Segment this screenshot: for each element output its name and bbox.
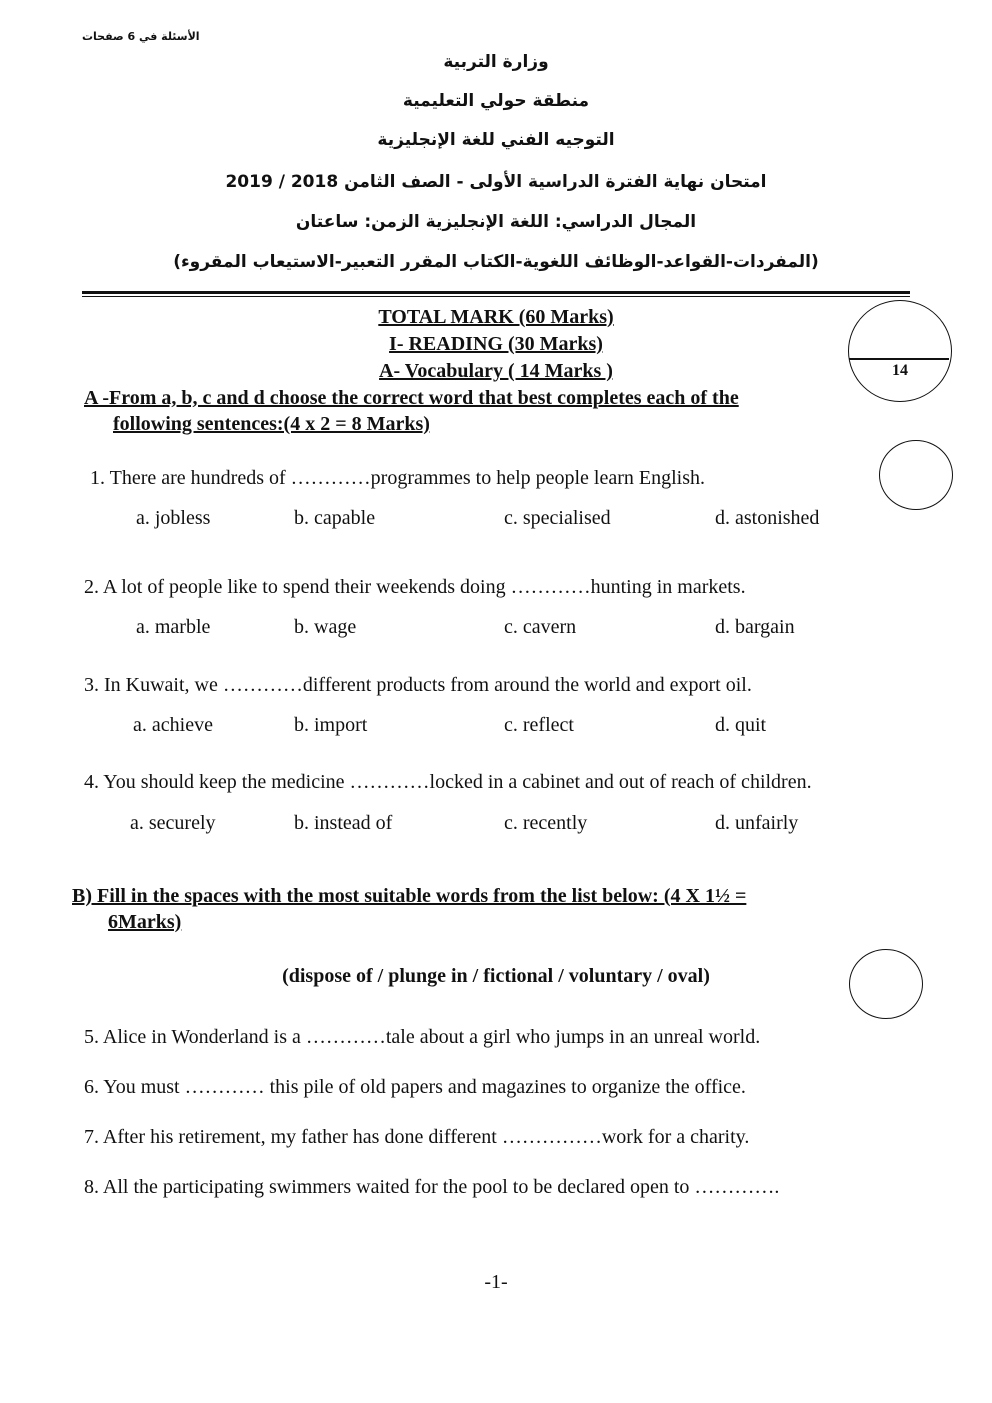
q3-option-d: d. quit	[715, 714, 767, 736]
question-2: 2. A lot of people like to spend their weekends doing …………hunting in markets.	[84, 576, 746, 598]
word-list	[0, 965, 992, 988]
question-6: 6. You must ………… this pile of old papers and magazines to organize the office.	[84, 1076, 746, 1098]
header-divider-thin	[82, 296, 910, 297]
question-3: 3. In Kuwait, we …………different products from around the world and export oil.	[84, 674, 752, 696]
q4-option-b: b. instead of	[294, 812, 393, 834]
part-b-instruction-1: B) Fill in the spaces with the most suitable words from the list below: (4 X 1½ =	[72, 885, 747, 907]
q4-option-d: d. unfairly	[715, 812, 799, 834]
word-list-text: (dispose of / plunge in / fictional / voluntary / oval)	[282, 965, 710, 987]
score-circle-divider	[849, 358, 949, 360]
pages-note: الأسئلة في 6 صفحات	[82, 30, 200, 43]
ministry-line: وزارة التربية	[443, 52, 549, 72]
answer-circle-a	[879, 440, 953, 510]
department-line: التوجيه الفني للغة الإنجليزية	[377, 130, 615, 150]
question-4: 4. You should keep the medicine …………locked in a cabinet and out of reach of children.	[84, 771, 812, 793]
score-circle-value: 14	[892, 362, 908, 379]
q1-option-c: c. specialised	[504, 507, 611, 529]
q2-option-c: c. cavern	[504, 616, 577, 638]
score-circle	[848, 300, 952, 402]
question-5: 5. Alice in Wonderland is a …………tale about a girl who jumps in an unreal world.	[84, 1026, 761, 1048]
q4-option-c: c. recently	[504, 812, 588, 834]
q3-option-c: c. reflect	[504, 714, 574, 736]
q3-option-a: a. achieve	[133, 714, 213, 736]
q2-option-a: a. marble	[136, 616, 211, 638]
q4-option-a: a. securely	[130, 812, 216, 834]
q3-option-b: b. import	[294, 714, 368, 736]
part-b-instruction-2: 6Marks)	[108, 911, 182, 933]
q2-option-b: b. wage	[294, 616, 357, 638]
question-8: 8. All the participating swimmers waited for the pool to be declared open to ………….	[84, 1176, 780, 1198]
question-1: 1. There are hundreds of …………programmes to help people learn English.	[90, 467, 706, 489]
answer-circle-b	[849, 949, 923, 1019]
exam-title-line: امتحان نهاية الفترة الدراسية الأولى - الصف الثامن 2018 / 2019	[225, 172, 767, 192]
reading-heading: I- READING (30 Marks)	[389, 333, 603, 355]
q2-option-d: d. bargain	[715, 616, 795, 638]
vocabulary-heading: A- Vocabulary ( 14 Marks )	[379, 360, 613, 382]
header-divider	[82, 291, 910, 294]
question-7: 7. After his retirement, my father has done different ……………work for a charity.	[84, 1126, 750, 1148]
subject-time-line: المجال الدراسي: اللغة الإنجليزية الزمن: ساعتان	[295, 212, 697, 232]
district-line: منطقة حولي التعليمية	[402, 91, 590, 111]
total-mark-heading: TOTAL MARK (60 Marks)	[378, 306, 614, 328]
q1-option-b: b. capable	[294, 507, 376, 529]
q1-option-d: d. astonished	[715, 507, 820, 529]
part-a-instruction-2: following sentences:(4 x 2 = 8 Marks)	[113, 413, 430, 435]
page-number: -1-	[484, 1271, 508, 1293]
part-a-instruction-1: A -From a, b, c and d choose the correct word that best completes each of the	[84, 387, 739, 409]
sections-line: (المفردات-القواعد-الوظائف اللغوية-الكتاب المقرر التعبير-الاستيعاب المقروء)	[173, 252, 819, 272]
q1-option-a: a. jobless	[136, 507, 211, 529]
